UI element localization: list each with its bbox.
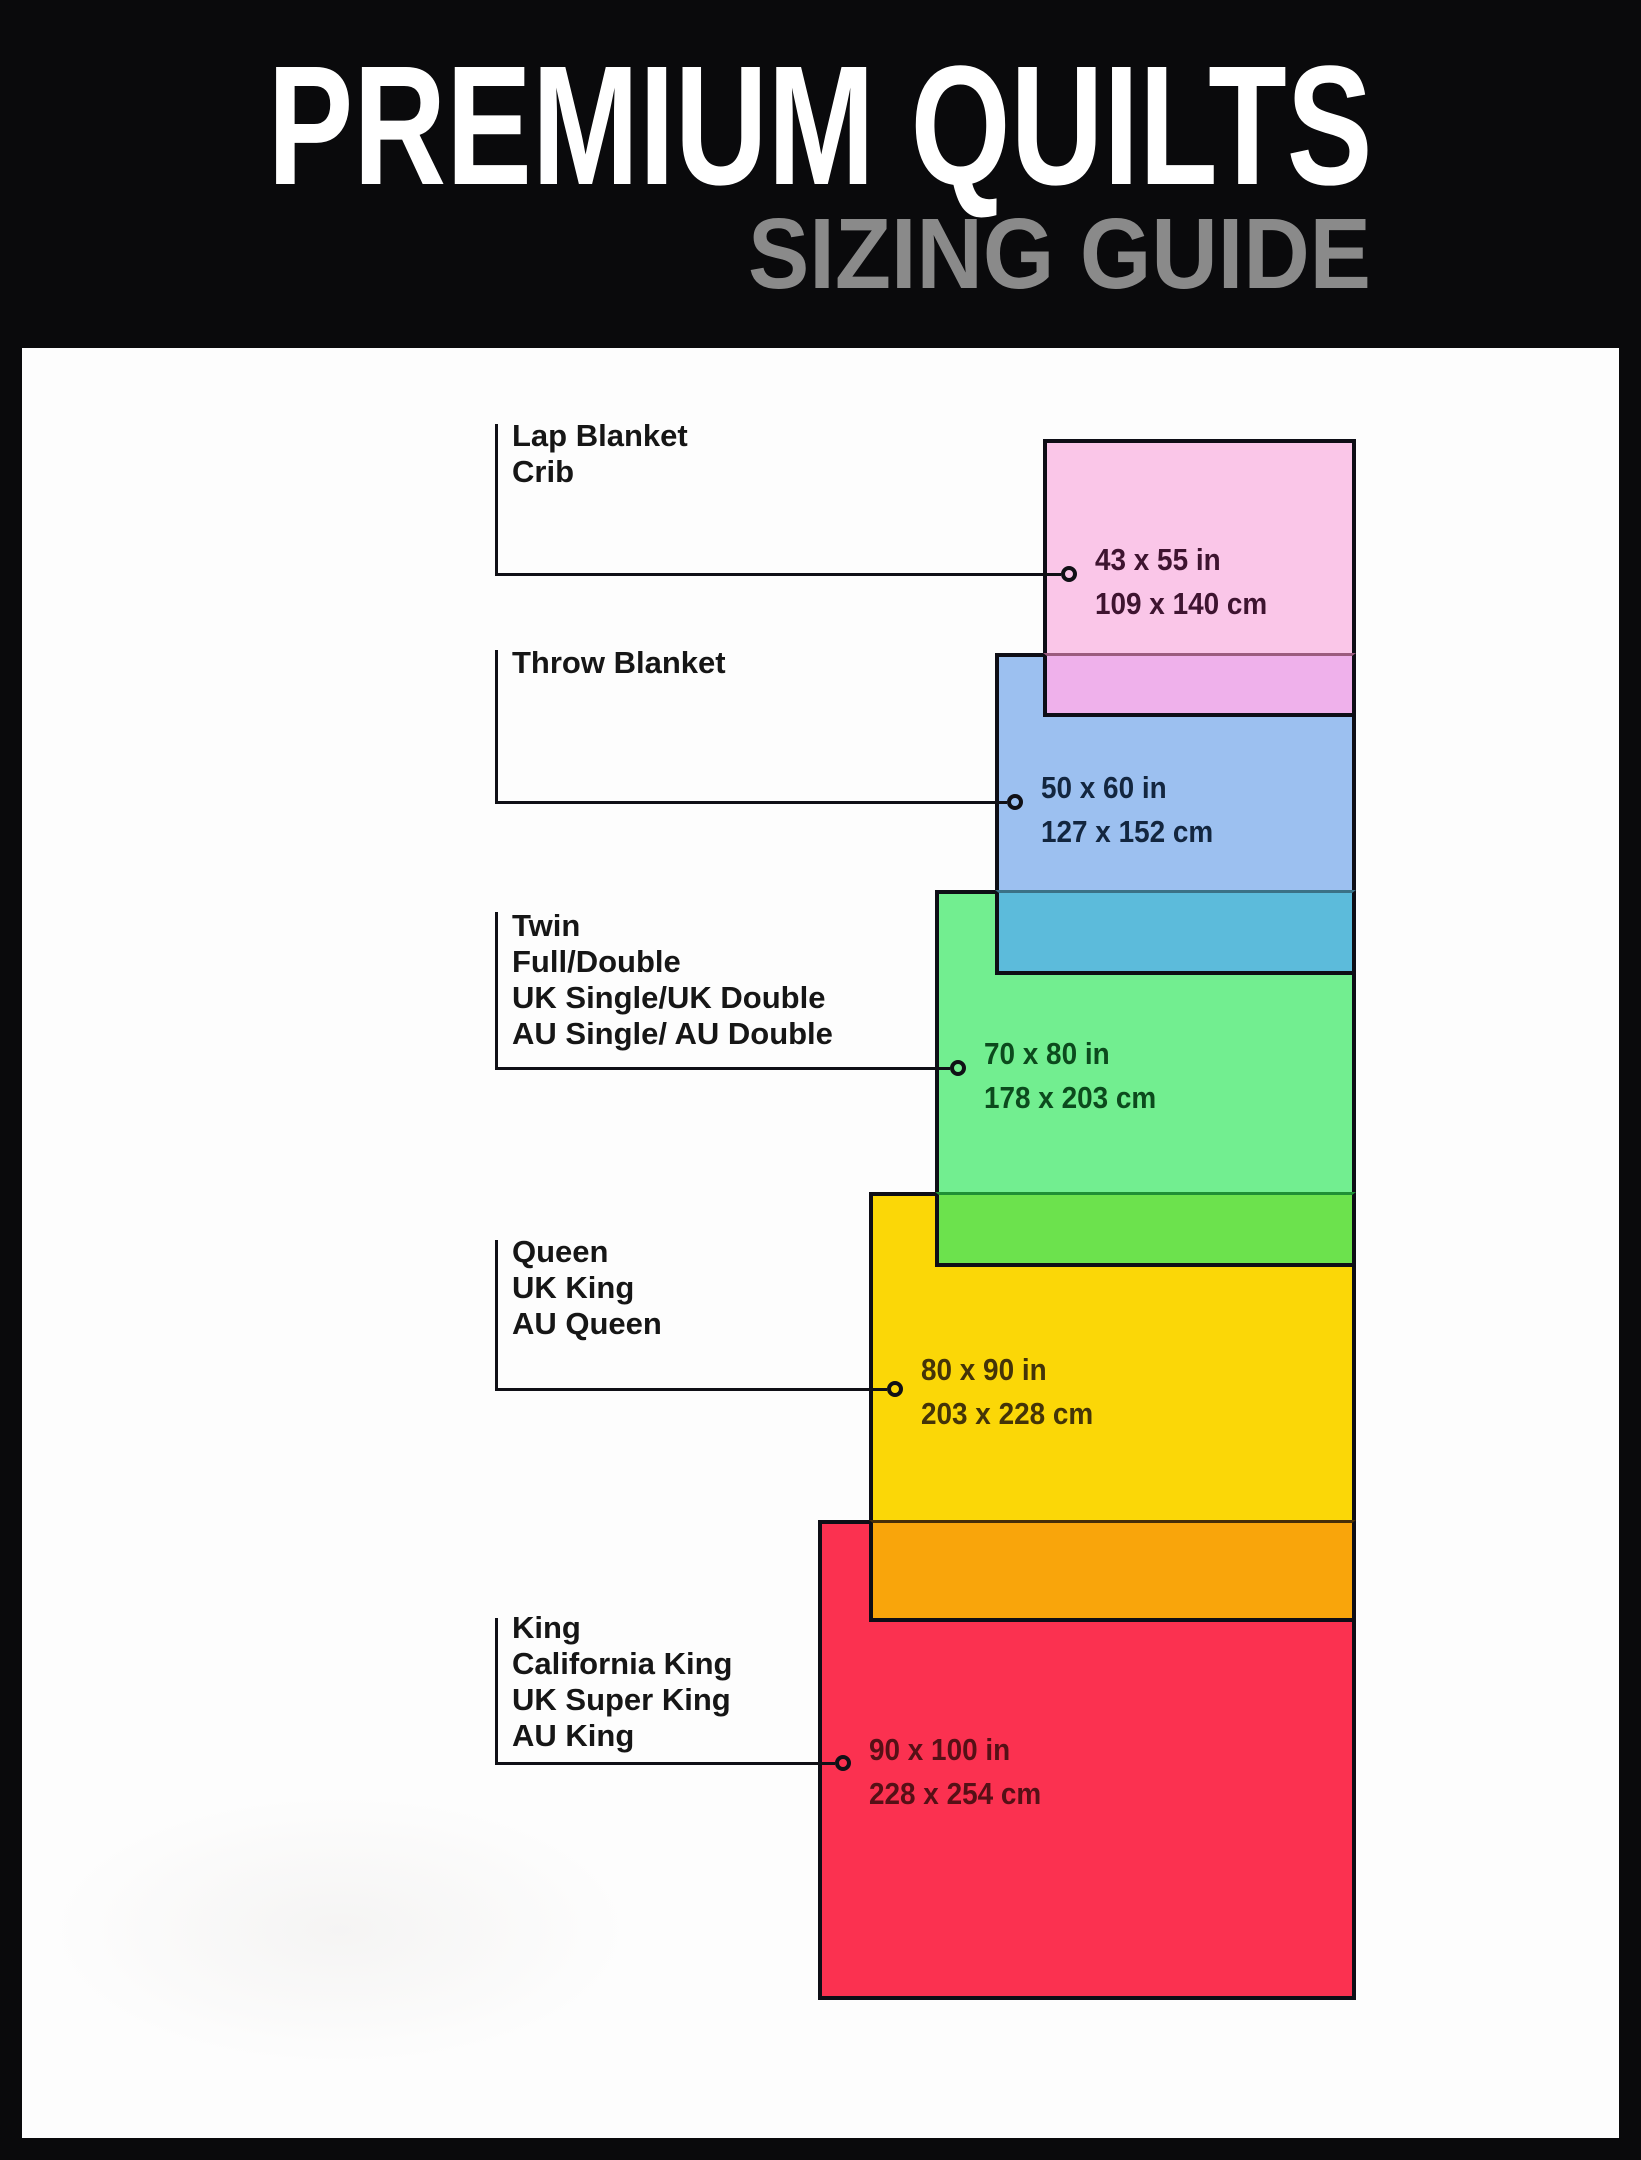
label-line: California King xyxy=(512,1646,733,1681)
queen-connector-vline xyxy=(495,1240,498,1391)
twin-connector-hline xyxy=(495,1067,950,1070)
header xyxy=(0,0,1641,348)
lap-connector-hline xyxy=(495,573,1061,576)
dimension-inches: 70 x 80 in xyxy=(984,1036,1110,1071)
label-line: Twin xyxy=(512,908,581,943)
dimension-inches: 43 x 55 in xyxy=(1095,542,1221,577)
label-line: AU Single/ AU Double xyxy=(512,1016,833,1051)
background-smudge xyxy=(40,1790,640,2070)
dimension-cm: 127 x 152 cm xyxy=(1041,814,1214,849)
lap-connector-dot xyxy=(1061,566,1077,582)
label-line: AU King xyxy=(512,1718,635,1753)
twin-label xyxy=(512,908,833,1052)
queen-dimensions xyxy=(921,1348,1093,1436)
label-line: Lap Blanket xyxy=(512,418,688,453)
dimension-inches: 90 x 100 in xyxy=(869,1732,1011,1767)
overlap-lap-over-throw xyxy=(1043,653,1356,717)
king-connector-hline xyxy=(495,1762,835,1765)
label-line: UK Super King xyxy=(512,1682,731,1717)
label-line: Crib xyxy=(512,454,574,489)
throw-connector-hline xyxy=(495,801,1007,804)
throw-dimensions xyxy=(1041,766,1213,854)
twin-connector-vline xyxy=(495,912,498,1070)
dimension-cm: 109 x 140 cm xyxy=(1095,586,1268,621)
page-title: PREMIUM QUILTS xyxy=(267,31,1373,221)
overlap-queen-over-king xyxy=(869,1520,1356,1622)
label-line: King xyxy=(512,1610,581,1645)
king-dimensions xyxy=(869,1728,1041,1816)
king-label xyxy=(512,1610,732,1754)
twin-dimensions xyxy=(984,1032,1156,1120)
label-line: Full/Double xyxy=(512,944,681,979)
overlap-twin-over-queen xyxy=(935,1192,1356,1267)
dimension-inches: 50 x 60 in xyxy=(1041,770,1167,805)
lap-dimensions xyxy=(1095,538,1267,626)
queen-connector-dot xyxy=(887,1381,903,1397)
twin-connector-dot xyxy=(950,1060,966,1076)
label-line: UK Single/UK Double xyxy=(512,980,826,1015)
page-subtitle: SIZING GUIDE xyxy=(748,198,1371,310)
label-line: AU Queen xyxy=(512,1306,662,1341)
throw-blanket-label xyxy=(512,645,726,681)
lap-blanket-label xyxy=(512,418,688,490)
dimension-inches: 80 x 90 in xyxy=(921,1352,1047,1387)
throw-connector-vline xyxy=(495,650,498,804)
label-line: UK King xyxy=(512,1270,635,1305)
lap-connector-vline xyxy=(495,424,498,576)
dimension-cm: 228 x 254 cm xyxy=(869,1776,1042,1811)
label-line: Queen xyxy=(512,1234,609,1269)
king-connector-dot xyxy=(835,1755,851,1771)
dimension-cm: 203 x 228 cm xyxy=(921,1396,1094,1431)
throw-connector-dot xyxy=(1007,794,1023,810)
queen-connector-hline xyxy=(495,1388,887,1391)
label-line: Throw Blanket xyxy=(512,645,726,680)
dimension-cm: 178 x 203 cm xyxy=(984,1080,1157,1115)
king-connector-vline xyxy=(495,1618,498,1765)
queen-label xyxy=(512,1234,662,1342)
overlap-throw-over-twin xyxy=(995,890,1356,975)
